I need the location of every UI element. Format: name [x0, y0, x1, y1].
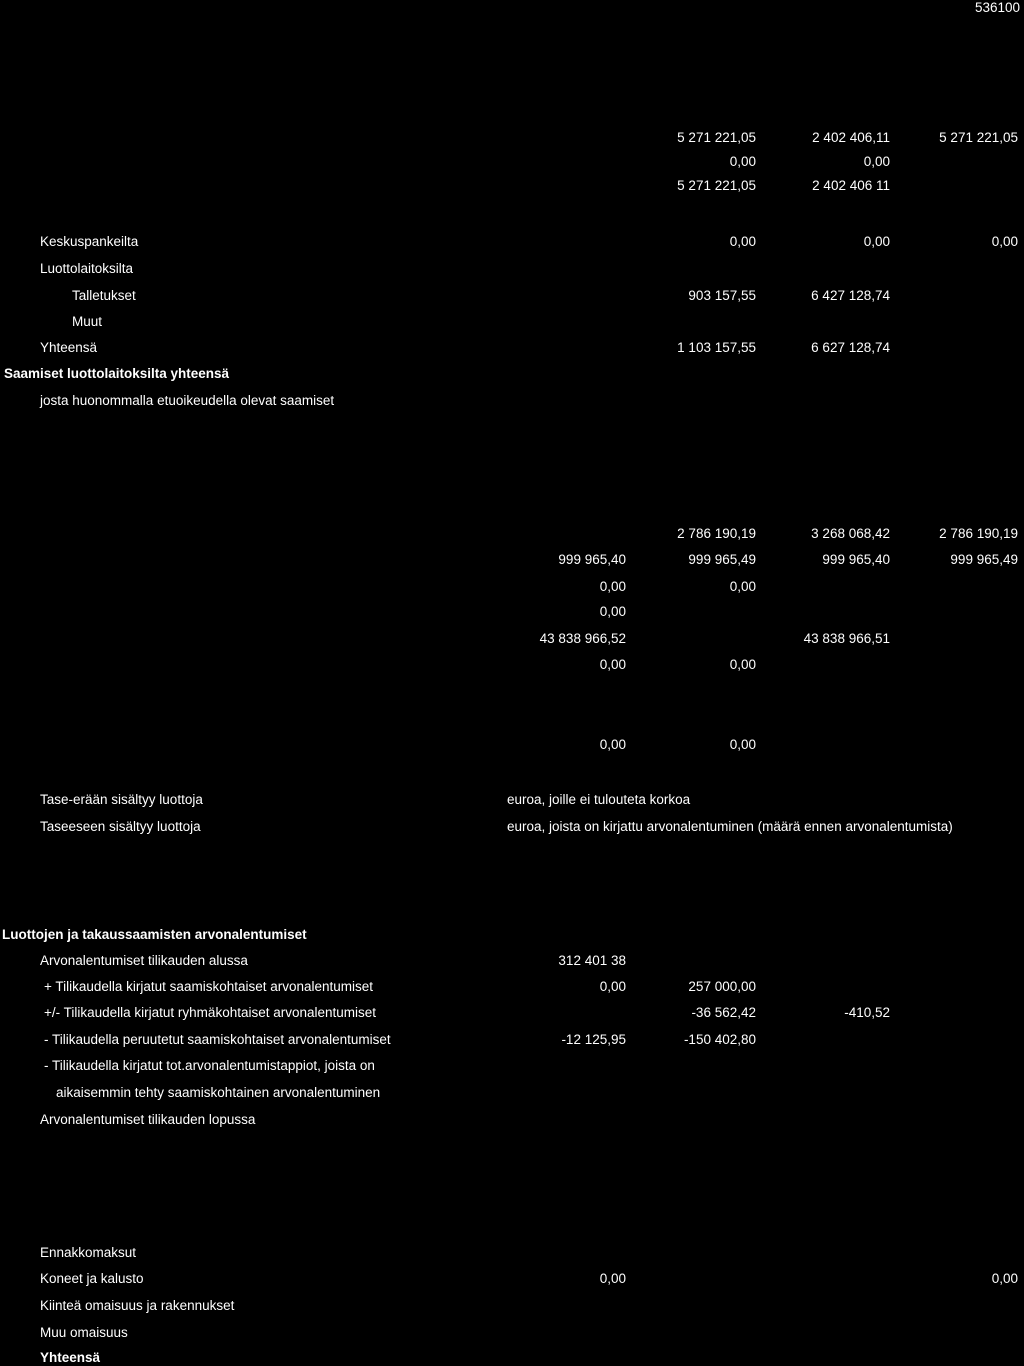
s3-r5-c1: 43 838 966,52 — [539, 631, 626, 646]
label-alussa: Arvonalentumiset tilikauden alussa — [40, 953, 248, 968]
s3-r1-c3: 3 268 068,42 — [811, 526, 890, 541]
s3-r4-c1: 0,00 — [599, 604, 626, 619]
label-yhteensa: Yhteensä — [40, 340, 98, 355]
yhteensa-c2: 1 103 157,55 — [677, 340, 756, 355]
s3-r3-c2: 0,00 — [729, 579, 756, 594]
label-keskuspankeilta: Keskuspankeilta — [40, 234, 139, 249]
s1-r3-c3: 2 402 406 11 — [812, 178, 890, 193]
label-tappiot-line1: - Tilikaudella kirjatut tot.arvonalentumistappiot, joista on — [44, 1058, 375, 1073]
s3-r2-c3: 999 965,40 — [822, 552, 890, 567]
label-taseeseen: Taseeseen sisältyy luottoja — [40, 819, 201, 834]
s1-r1-c4: 5 271 221,05 — [939, 130, 1018, 145]
s3-r3-c1: 0,00 — [599, 579, 626, 594]
label-lopussa: Arvonalentumiset tilikauden lopussa — [40, 1112, 256, 1127]
s1-r2-c2: 0,00 — [729, 154, 756, 169]
ryhma-c3: -410,52 — [844, 1005, 890, 1020]
keskuspankeilta-c3: 0,00 — [863, 234, 890, 249]
s1-r1-c2: 5 271 221,05 — [677, 130, 756, 145]
yhteensa-c3: 6 627 128,74 — [811, 340, 890, 355]
s3-r6-c1: 0,00 — [599, 657, 626, 672]
page-code: 536100 — [974, 0, 1020, 15]
desc-tase-eraan: euroa, joille ei tulouteta korkoa — [507, 792, 691, 807]
label-ennakkomaksut: Ennakkomaksut — [40, 1245, 137, 1260]
label-kiintea: Kiinteä omaisuus ja rakennukset — [40, 1298, 235, 1313]
s3-r2-c2: 999 965,49 — [688, 552, 756, 567]
s3-r7-c2: 0,00 — [729, 737, 756, 752]
alussa-c1: 312 401 38 — [558, 953, 626, 968]
keskuspankeilta-c2: 0,00 — [729, 234, 756, 249]
label-saamiset-total: Saamiset luottolaitoksilta yhteensä — [4, 366, 230, 381]
label-muu-omaisuus: Muu omaisuus — [40, 1325, 128, 1340]
koneet-c1: 0,00 — [599, 1271, 626, 1286]
s1-r1-c3: 2 402 406,11 — [812, 130, 890, 145]
label-peruutetut: - Tilikaudella peruutetut saamiskohtaiset arvonalentumiset — [44, 1032, 391, 1047]
s3-r1-c4: 2 786 190,19 — [939, 526, 1018, 541]
peruutetut-c1: -12 125,95 — [561, 1032, 626, 1047]
label-josta-huonommalla: josta huonommalla etuoikeudella olevat saamiset — [40, 393, 335, 408]
label-tappiot-line2: aikaisemmin tehty saamiskohtainen arvonalentuminen — [56, 1085, 381, 1100]
kirjatut-c2: 257 000,00 — [688, 979, 756, 994]
keskuspankeilta-c4: 0,00 — [991, 234, 1018, 249]
label-muut: Muut — [72, 314, 103, 329]
label-talletukset: Talletukset — [72, 288, 136, 303]
label-koneet: Koneet ja kalusto — [40, 1271, 144, 1286]
koneet-c4: 0,00 — [991, 1271, 1018, 1286]
talletukset-c2: 903 157,55 — [688, 288, 756, 303]
ryhma-c2: -36 562,42 — [691, 1005, 756, 1020]
peruutetut-c2: -150 402,80 — [683, 1032, 756, 1047]
s3-r7-c1: 0,00 — [599, 737, 626, 752]
s3-r2-c1: 999 965,40 — [558, 552, 626, 567]
desc-taseeseen: euroa, joista on kirjattu arvonalentuminen (määrä ennen arvonalentumista) — [507, 819, 953, 834]
kirjatut-c1: 0,00 — [599, 979, 626, 994]
label-yhteensa-bottom: Yhteensä — [40, 1350, 101, 1365]
s3-r2-c4: 999 965,49 — [950, 552, 1018, 567]
s3-r1-c2: 2 786 190,19 — [677, 526, 756, 541]
label-luottolaitoksilta: Luottolaitoksilta — [40, 261, 134, 276]
heading-arvonalentumiset: Luottojen ja takaussaamisten arvonalentumiset — [2, 927, 307, 942]
s1-r3-c2: 5 271 221,05 — [677, 178, 756, 193]
label-ryhmakohtaiset: +/- Tilikaudella kirjatut ryhmäkohtaiset arvonalentumiset — [44, 1005, 377, 1020]
s3-r6-c2: 0,00 — [729, 657, 756, 672]
s3-r5-c3: 43 838 966,51 — [803, 631, 890, 646]
s1-r2-c3: 0,00 — [863, 154, 890, 169]
label-tase-eraan: Tase-erään sisältyy luottoja — [40, 792, 203, 807]
label-kirjatut: + Tilikaudella kirjatut saamiskohtaiset arvonalentumiset — [44, 979, 374, 994]
talletukset-c3: 6 427 128,74 — [811, 288, 890, 303]
